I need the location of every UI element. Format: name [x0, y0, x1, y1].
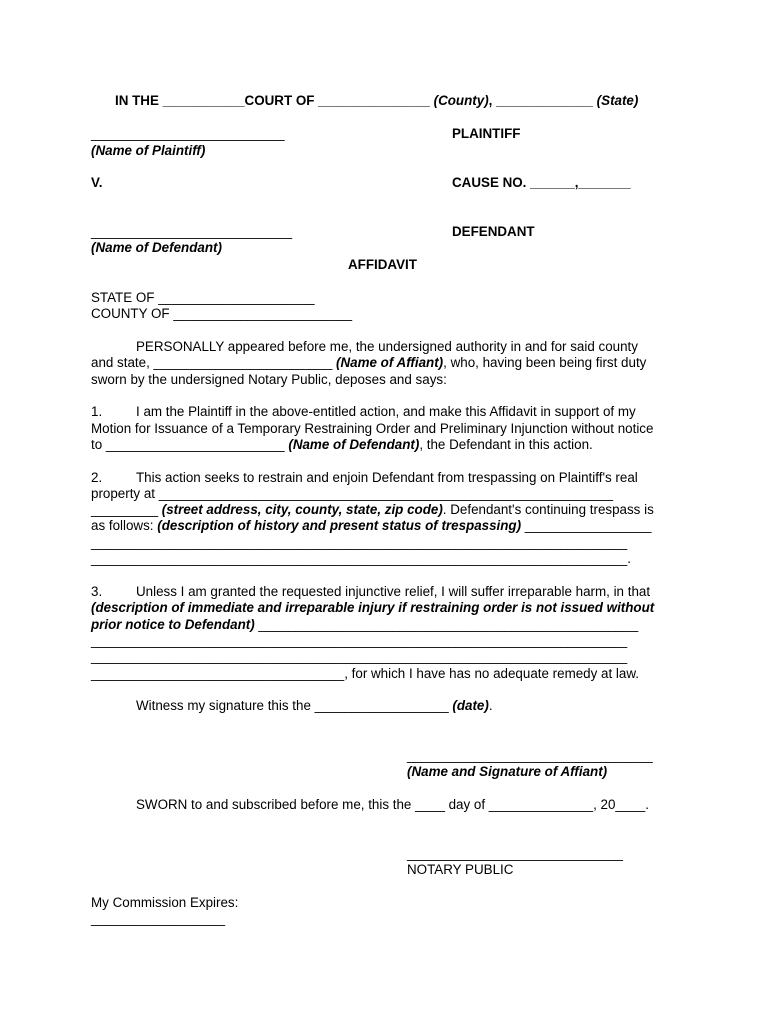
- para1-line-3-c: , the Defendant in this action.: [419, 437, 593, 452]
- para2-line-4: [91, 518, 651, 534]
- para2-line-3-c: . Defendant's continuing trespass is: [442, 502, 654, 517]
- address-hint: (street address, city, county, state, zip code): [161, 502, 443, 517]
- para3-line-6-b: , for which I have has no adequate remedy at law.: [344, 666, 639, 681]
- intro-line-2: [91, 355, 646, 371]
- state-hint: (State): [596, 93, 639, 108]
- para3-line-6-a: __________________________________: [91, 666, 345, 681]
- plaintiff-blank: __________________________: [91, 126, 285, 141]
- para2-line-1: This action seeks to restrain and enjoin Defendant from trespassing on Plaintiff's real: [136, 470, 638, 485]
- notary-signature-line: _____________________________: [407, 846, 623, 861]
- para2-line-5: ________________________________________________________________________: [91, 535, 628, 550]
- para2-line-6: ________________________________________________________________________.: [91, 551, 631, 566]
- prior-notice-hint: prior notice to Defendant): [91, 617, 255, 632]
- para2-line-3: [91, 502, 654, 518]
- para1-line-2: Motion for Issuance of a Temporary Restraining Order and Preliminary Injunction without notice: [91, 421, 654, 436]
- para2-line-3-a: _________: [91, 502, 162, 517]
- injury-description-hint: (description of immediate and irreparable injury if restraining order is not issued without: [91, 600, 655, 615]
- plaintiff-name-hint: (Name of Plaintiff): [91, 143, 206, 158]
- defendant-name-hint: (Name of Defendant): [91, 240, 222, 255]
- sworn-line: SWORN to and subscribed before me, this the ____ day of ______________, 20____.: [136, 797, 649, 812]
- court-line-separator: , _____________: [488, 93, 593, 108]
- intro-line-2-a: and state, ________________________: [91, 355, 333, 370]
- trespass-description-hint: (description of history and present status of trespassing): [157, 518, 522, 533]
- para1-number: 1.: [91, 404, 103, 419]
- affiant-name-hint: (Name of Affiant): [336, 355, 444, 370]
- defendant-name-hint-2: (Name of Defendant): [288, 437, 420, 452]
- defendant-label: DEFENDANT: [452, 224, 535, 239]
- para3-line-3-b: ___________________________________________________: [254, 617, 639, 632]
- witness-period: .: [488, 698, 493, 713]
- defendant-blank: ___________________________: [91, 224, 293, 239]
- witness-line: [136, 698, 493, 714]
- court-line: [115, 93, 638, 109]
- para3-line-1: Unless I am granted the requested injunctive relief, I will suffer irreparable harm, in that: [136, 584, 651, 599]
- para2-line-2: property at _____________________________________________________________: [91, 486, 614, 501]
- para3-number: 3.: [91, 584, 103, 599]
- commission-line: __________________: [91, 911, 226, 926]
- witness-text: Witness my signature this the __________________: [136, 698, 453, 713]
- intro-line-3: sworn by the undersigned Notary Public, deposes and says:: [91, 372, 447, 387]
- county-of-line: COUNTY OF ________________________: [91, 306, 353, 321]
- para3-line-6: [91, 666, 639, 682]
- para3-line-3: [91, 617, 638, 633]
- cause-number: CAUSE NO. ______,_______: [452, 175, 631, 190]
- date-hint: (date): [452, 698, 489, 713]
- para3-line-5: ________________________________________________________________________: [91, 649, 628, 664]
- state-of-line: STATE OF _____________________: [91, 290, 315, 305]
- court-line-in-the: IN THE ___________COURT OF _______________: [115, 93, 430, 108]
- para1-line-1: I am the Plaintiff in the above-entitled action, and make this Affidavit in support of my: [136, 404, 636, 419]
- para2-line-4-c: _________________: [521, 518, 652, 533]
- para1-line-3: [91, 437, 593, 453]
- para1-line-3-a: to ________________________: [91, 437, 285, 452]
- notary-label: NOTARY PUBLIC: [407, 862, 514, 877]
- document-title: AFFIDAVIT: [348, 257, 417, 272]
- para2-line-4-a: as follows:: [91, 518, 158, 533]
- affiant-signature-label: (Name and Signature of Affiant): [407, 764, 608, 779]
- county-hint: (County): [433, 93, 489, 108]
- intro-line-2-c: , who, having been being first duty: [443, 355, 647, 370]
- versus: V.: [91, 175, 103, 190]
- para2-number: 2.: [91, 470, 103, 485]
- affiant-signature-line: _________________________________: [407, 748, 653, 763]
- intro-line-1: PERSONALLY appeared before me, the undersigned authority in and for said county: [136, 339, 638, 354]
- para3-line-4: ________________________________________________________________________: [91, 633, 628, 648]
- plaintiff-label: PLAINTIFF: [452, 126, 521, 141]
- commission-label: My Commission Expires:: [91, 895, 239, 910]
